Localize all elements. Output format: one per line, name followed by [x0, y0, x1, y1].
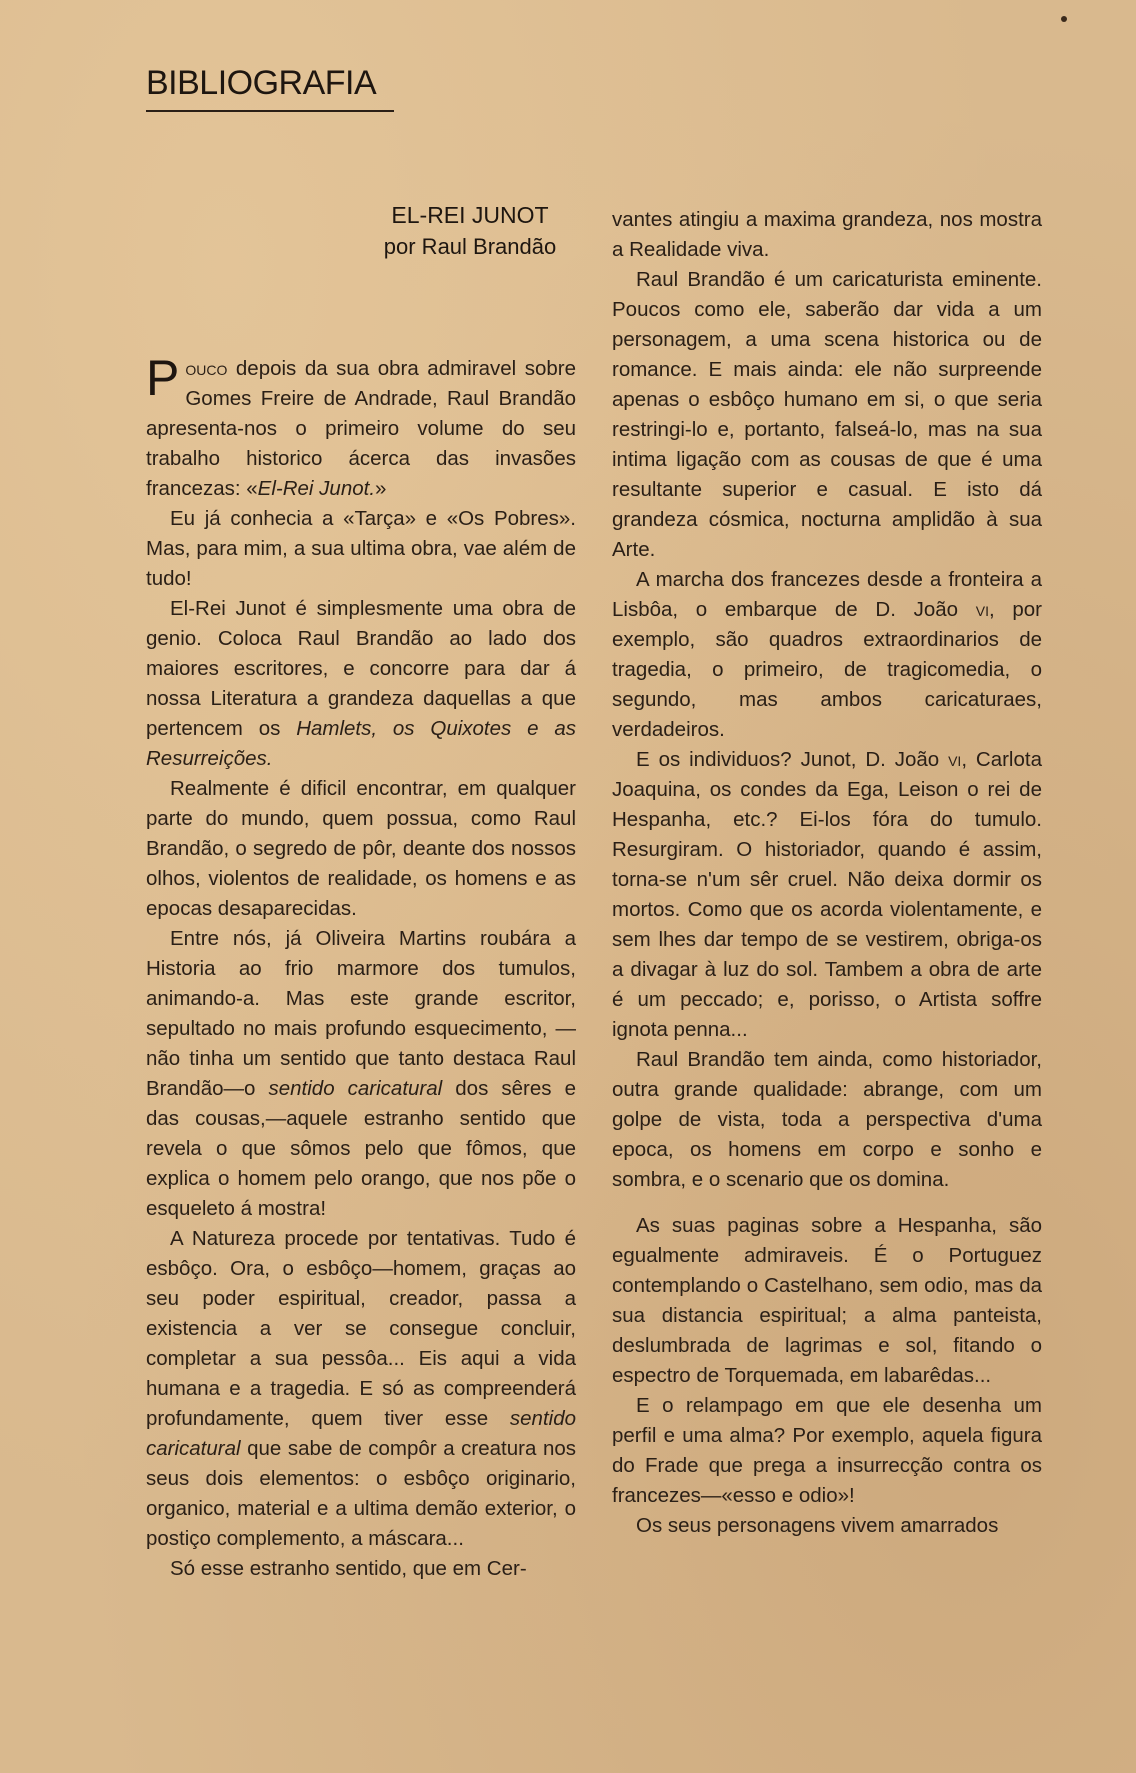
text-run: » — [375, 477, 387, 500]
italic-phrase: Hamlets, os Quixotes e as Resurreições. — [146, 717, 577, 770]
text-run: que sabe de compôr a creatura nos seus dois elementos: o esbôço originario, organico, material e a ultima demão exterior, o postiço complemento, a máscara... — [146, 1437, 576, 1550]
drop-cap: P — [146, 350, 180, 406]
paragraph: E o relampago em que ele desenha um perfil e uma alma? Por exemplo, aquela figura do Frade que prega a insurrecção contra os francezes—«esso e odio»! — [612, 1394, 1042, 1507]
paragraph: Os seus personagens vivem amarrados — [636, 1514, 999, 1537]
paragraph: As suas paginas sobre a Hespanha, são egualmente admiraveis. É o Portuguez contemplando o Castelhano, sem odio, mas da sua distancia espiritual; a alma panteista, deslumbrada de lagrimas e sol, fitando o espectro de Torquemada, em labarêdas... — [612, 1214, 1042, 1387]
text-run: Entre nós, já Oliveira Martins roubára a Historia ao frio marmore dos tumulos, animando-a. Mas este grande escritor, sepultado no mais profundo esquecimento, —não tinha um sentido que tanto destaca Raul Brandão—o — [146, 927, 576, 1100]
paragraph: Realmente é dificil encontrar, em qualquer parte do mundo, quem possua, como Raul Brandão, o segredo de pôr, deante dos nossos olhos, violentos de realidade, os homens e as epocas desaparecidas. — [146, 777, 576, 920]
paragraph — [146, 1224, 576, 1554]
text-run: , Carlota Joaquina, os condes da Ega, Leison o rei de Hespanha, etc.? Ei-los fóra do tumulo. Resurgiram. O historiador, quando é assim, torna-se n'um sêr cruel. Não deixa dormir os mortos. Como que os acorda violentamente, e sem lhes dar tempo de se vestirem, obriga-os a divagar à luz do sol. Tambem a obra de arte é um peccado; e, porisso, o Artista soffre ignota penna... — [612, 748, 1042, 1041]
text-run: A Natureza procede por tentativas. Tudo é esbôço. Ora, o esbôço—homem, graças ao seu poder espiritual, creador, passa a existencia a ver se consegue concluir, completar a sua pessôa... Eis aqui a vida humana e a tragedia. E só as compreenderá profundamente, quem tiver esse — [146, 1227, 576, 1430]
italic-phrase: sentido caricatural — [268, 1077, 443, 1100]
article-byline: por Raul Brandão — [383, 234, 557, 259]
roman-numeral: vi — [975, 598, 989, 621]
text-run: , por exemplo, são quadros extraordinarios de tragedia, o primeiro, de tragicomedia, o segundo, mas ambos caricaturaes, verdadeiros. — [612, 598, 1042, 741]
text-run: A marcha dos francezes desde a fronteira a Lisbôa, o embarque de D. João — [612, 568, 1042, 621]
text-run: dos sêres e das cousas,—aquele estranho sentido que revela o que sômos pelo que fômos, que explica o homem pelo orango, que nos põe o esqueleto á mostra! — [146, 1077, 576, 1220]
section-title: BIBLIOGRAFIA — [146, 64, 377, 102]
paragraph: Raul Brandão é um caricaturista eminente. Poucos como ele, saberão dar vida a um personagem, a uma scena historica ou de romance. E mais ainda: ele não surpreende apenas o esbôço humano em si, o que seria restringi-lo e, portanto, falseá-lo, mas na sua intima ligação com as cousas de que é uma resultante superior e casual. E isto dá grandeza cósmica, nocturna amplidão à sua Arte. — [612, 268, 1042, 561]
left-column — [146, 350, 577, 1584]
opening-word: ouco — [185, 357, 228, 380]
ink-speck — [1061, 16, 1067, 22]
right-column — [612, 205, 1042, 1541]
paragraph-continued: vantes atingiu a maxima grandeza, nos mostra a Realidade viva. — [612, 208, 1042, 261]
paragraph — [146, 924, 576, 1224]
italic-phrase: sentido caricatural — [146, 1407, 576, 1460]
paragraph: Eu já conhecia a «Tarça» e «Os Pobres». Mas, para mim, a sua ultima obra, vae além de tudo! — [146, 507, 576, 590]
paragraph — [612, 565, 1042, 745]
text-run: depois da sua obra admiravel sobre Gomes Freire de Andrade, Raul Brandão apresenta-nos o primeiro volume do seu trabalho historico ácerca das invasões francezas: « — [146, 357, 576, 500]
paragraph — [612, 745, 1042, 1045]
text-run: E os individuos? Junot, D. João — [636, 748, 949, 771]
book-title: El-Rei Junot. — [257, 477, 376, 500]
paragraph — [146, 350, 576, 504]
paragraph: Raul Brandão tem ainda, como historiador, outra grande qualidade: abrange, com um golpe de vista, toda a perspectiva d'uma epoca, os homens em corpo e sonho e sombra, e o scenario que os domina. — [612, 1048, 1042, 1191]
text-run: El-Rei Junot é simplesmente uma obra de genio. Coloca Raul Brandão ao lado dos maiores escritores, e concorre para dar á nossa Literatura a grandeza daquellas a que pertencem os — [146, 597, 576, 740]
paragraph — [146, 594, 576, 774]
article-title: EL-REI JUNOT — [391, 202, 549, 228]
paragraph: Só esse estranho sentido, que em Cer- — [170, 1557, 527, 1580]
section-title-underline — [146, 110, 394, 112]
roman-numeral: vi — [948, 748, 962, 771]
